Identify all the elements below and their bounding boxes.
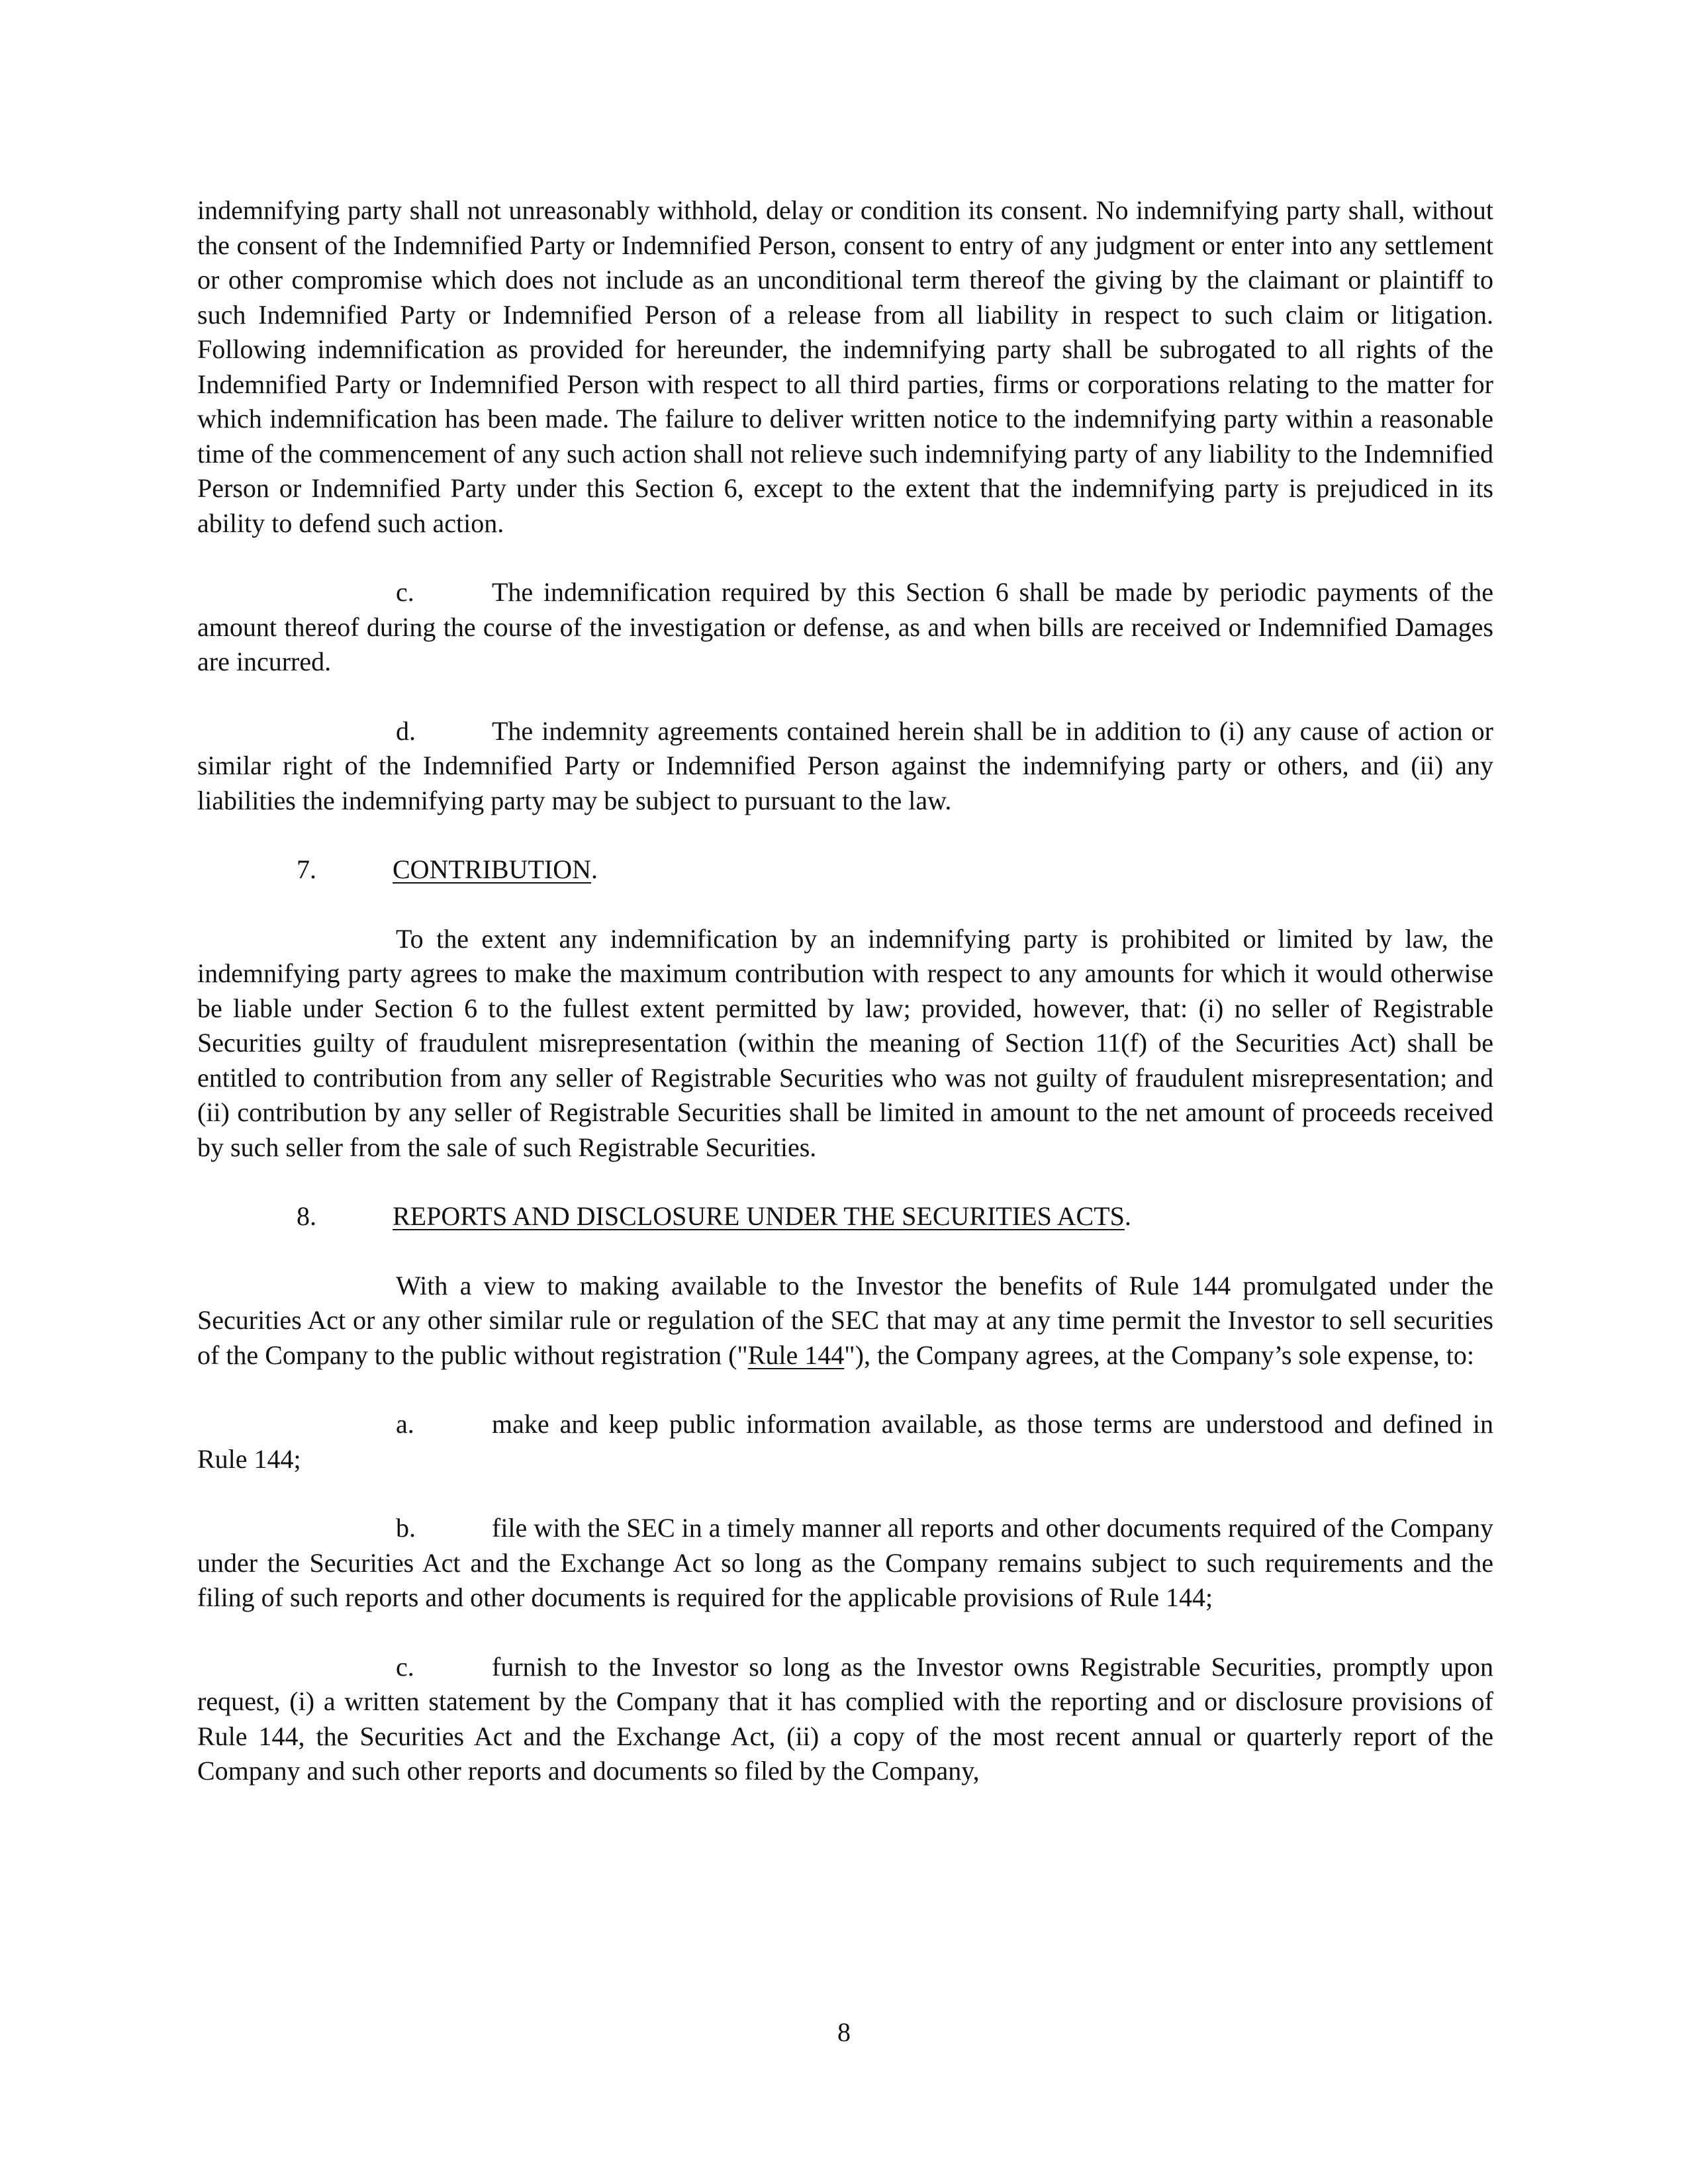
section-7-text: To the extent any indemnification by an indemnifying party is prohibited or limited by law, the indemnifying party agrees to make the maximum contribution with respect to any amounts for which it would otherwise be liable under Section 6 to the fullest extent permitted by law; provided, however, that: (i) no seller of Registrable Securities guilty of fraudulent misrepresentation (within the meaning of Section 11(f) of the Securities Act) shall be entitled to contribution from any seller of Registrable Securities who was not guilty of fraudulent misrepresentation; and (ii) contribution by any seller of Registrable Securities shall be limited in amount to the net amount of proceeds received by such seller from the sale of such Registrable Securities.: [197, 923, 1493, 1162]
section-8b-text: file with the SEC in a timely manner all reports and other documents required of the Company under the Securities Act and the Exchange Act so long as the Company remains subject to such requirements and the filing of such reports and other documents is required for the applicable provisions of Rule 144;: [197, 1513, 1493, 1612]
section-8-text-after: "), the Company agrees, at the Company’s sole expense, to:: [844, 1340, 1474, 1370]
section-6c-text: The indemnification required by this Section 6 shall be made by periodic payments of the amount thereof during the course of the investigation or defense, as and when bills are received or Indemnified Damages are incurred.: [197, 577, 1493, 676]
section-7-title: CONTRIBUTION: [393, 854, 591, 884]
section-8-title: REPORTS AND DISCLOSURE UNDER THE SECURITIES ACTS: [393, 1201, 1125, 1231]
section-8a: [197, 1407, 1493, 1477]
section-8c-text: furnish to the Investor so long as the Investor owns Registrable Securities, promptly upon request, (i) a written statement by the Company that it has complied with the reporting and or disclosure provisions of Rule 144, the Securities Act and the Exchange Act, (ii) a copy of the most recent annual or quarterly report of the Company and such other reports and documents so filed by the Company,: [197, 1651, 1493, 1786]
section-8c: [197, 1650, 1493, 1789]
section-8c-marker: c.: [396, 1651, 414, 1682]
section-7-number: 7.: [297, 854, 316, 884]
section-7-heading: [197, 852, 1493, 887]
section-8b: [197, 1511, 1493, 1615]
section-6d: [197, 714, 1493, 819]
section-7-period: .: [590, 854, 598, 884]
paragraph-indemnification-continued: indemnifying party shall not unreasonably withhold, delay or condition its consent. No indemnifying party shall, without the consent of the Indemnified Party or Indemnified Person, consent to entry of any judgment or enter into any settlement or other compromise which does not include as an unconditional term thereof the giving by the claimant or plaintiff to such Indemnified Party or Indemnified Person of a release from all liability in respect to such claim or litigation. Following indemnification as provided for hereunder, the indemnifying party shall be subrogated to all rights of the Indemnified Party or Indemnified Person with respect to all third parties, firms or corporations relating to the matter for which indemnification has been made. The failure to deliver written notice to the indemnifying party within a reasonable time of the commencement of any such action shall not relieve such indemnifying party of any liability to the Indemnified Person or Indemnified Party under this Section 6, except to the extent that the indemnifying party is prejudiced in its ability to defend such action.: [197, 195, 1493, 538]
section-8a-marker: a.: [396, 1409, 414, 1439]
section-6c: [197, 575, 1493, 680]
document-body: [197, 193, 1493, 1823]
section-6c-marker: c.: [396, 577, 414, 607]
section-8-number: 8.: [297, 1201, 316, 1231]
section-8b-marker: b.: [396, 1513, 416, 1543]
section-8a-text: make and keep public information available, as those terms are understood and defined in Rule 144;: [197, 1409, 1493, 1474]
section-6d-text: The indemnity agreements contained herein shall be in addition to (i) any cause of action or similar right of the Indemnified Party or Indemnified Person against the indemnifying party or others, and (ii) any liabilities the indemnifying party may be subject to pursuant to the law.: [197, 715, 1493, 815]
page-number: 8: [837, 2017, 851, 2047]
section-8-period: .: [1124, 1201, 1131, 1231]
section-6d-marker: d.: [396, 715, 416, 746]
section-8-text: [197, 1269, 1493, 1373]
section-8-heading: [197, 1199, 1493, 1234]
section-8-defined-term: Rule 144: [747, 1340, 845, 1370]
section-8-text-before: With a view to making available to the Investor the benefits of Rule 144 promulgated under the Securities Act or any other similar rule or regulation of the SEC that may at any time permit the Investor to sell securities of the Company to the public without registration (": [197, 1270, 1493, 1370]
